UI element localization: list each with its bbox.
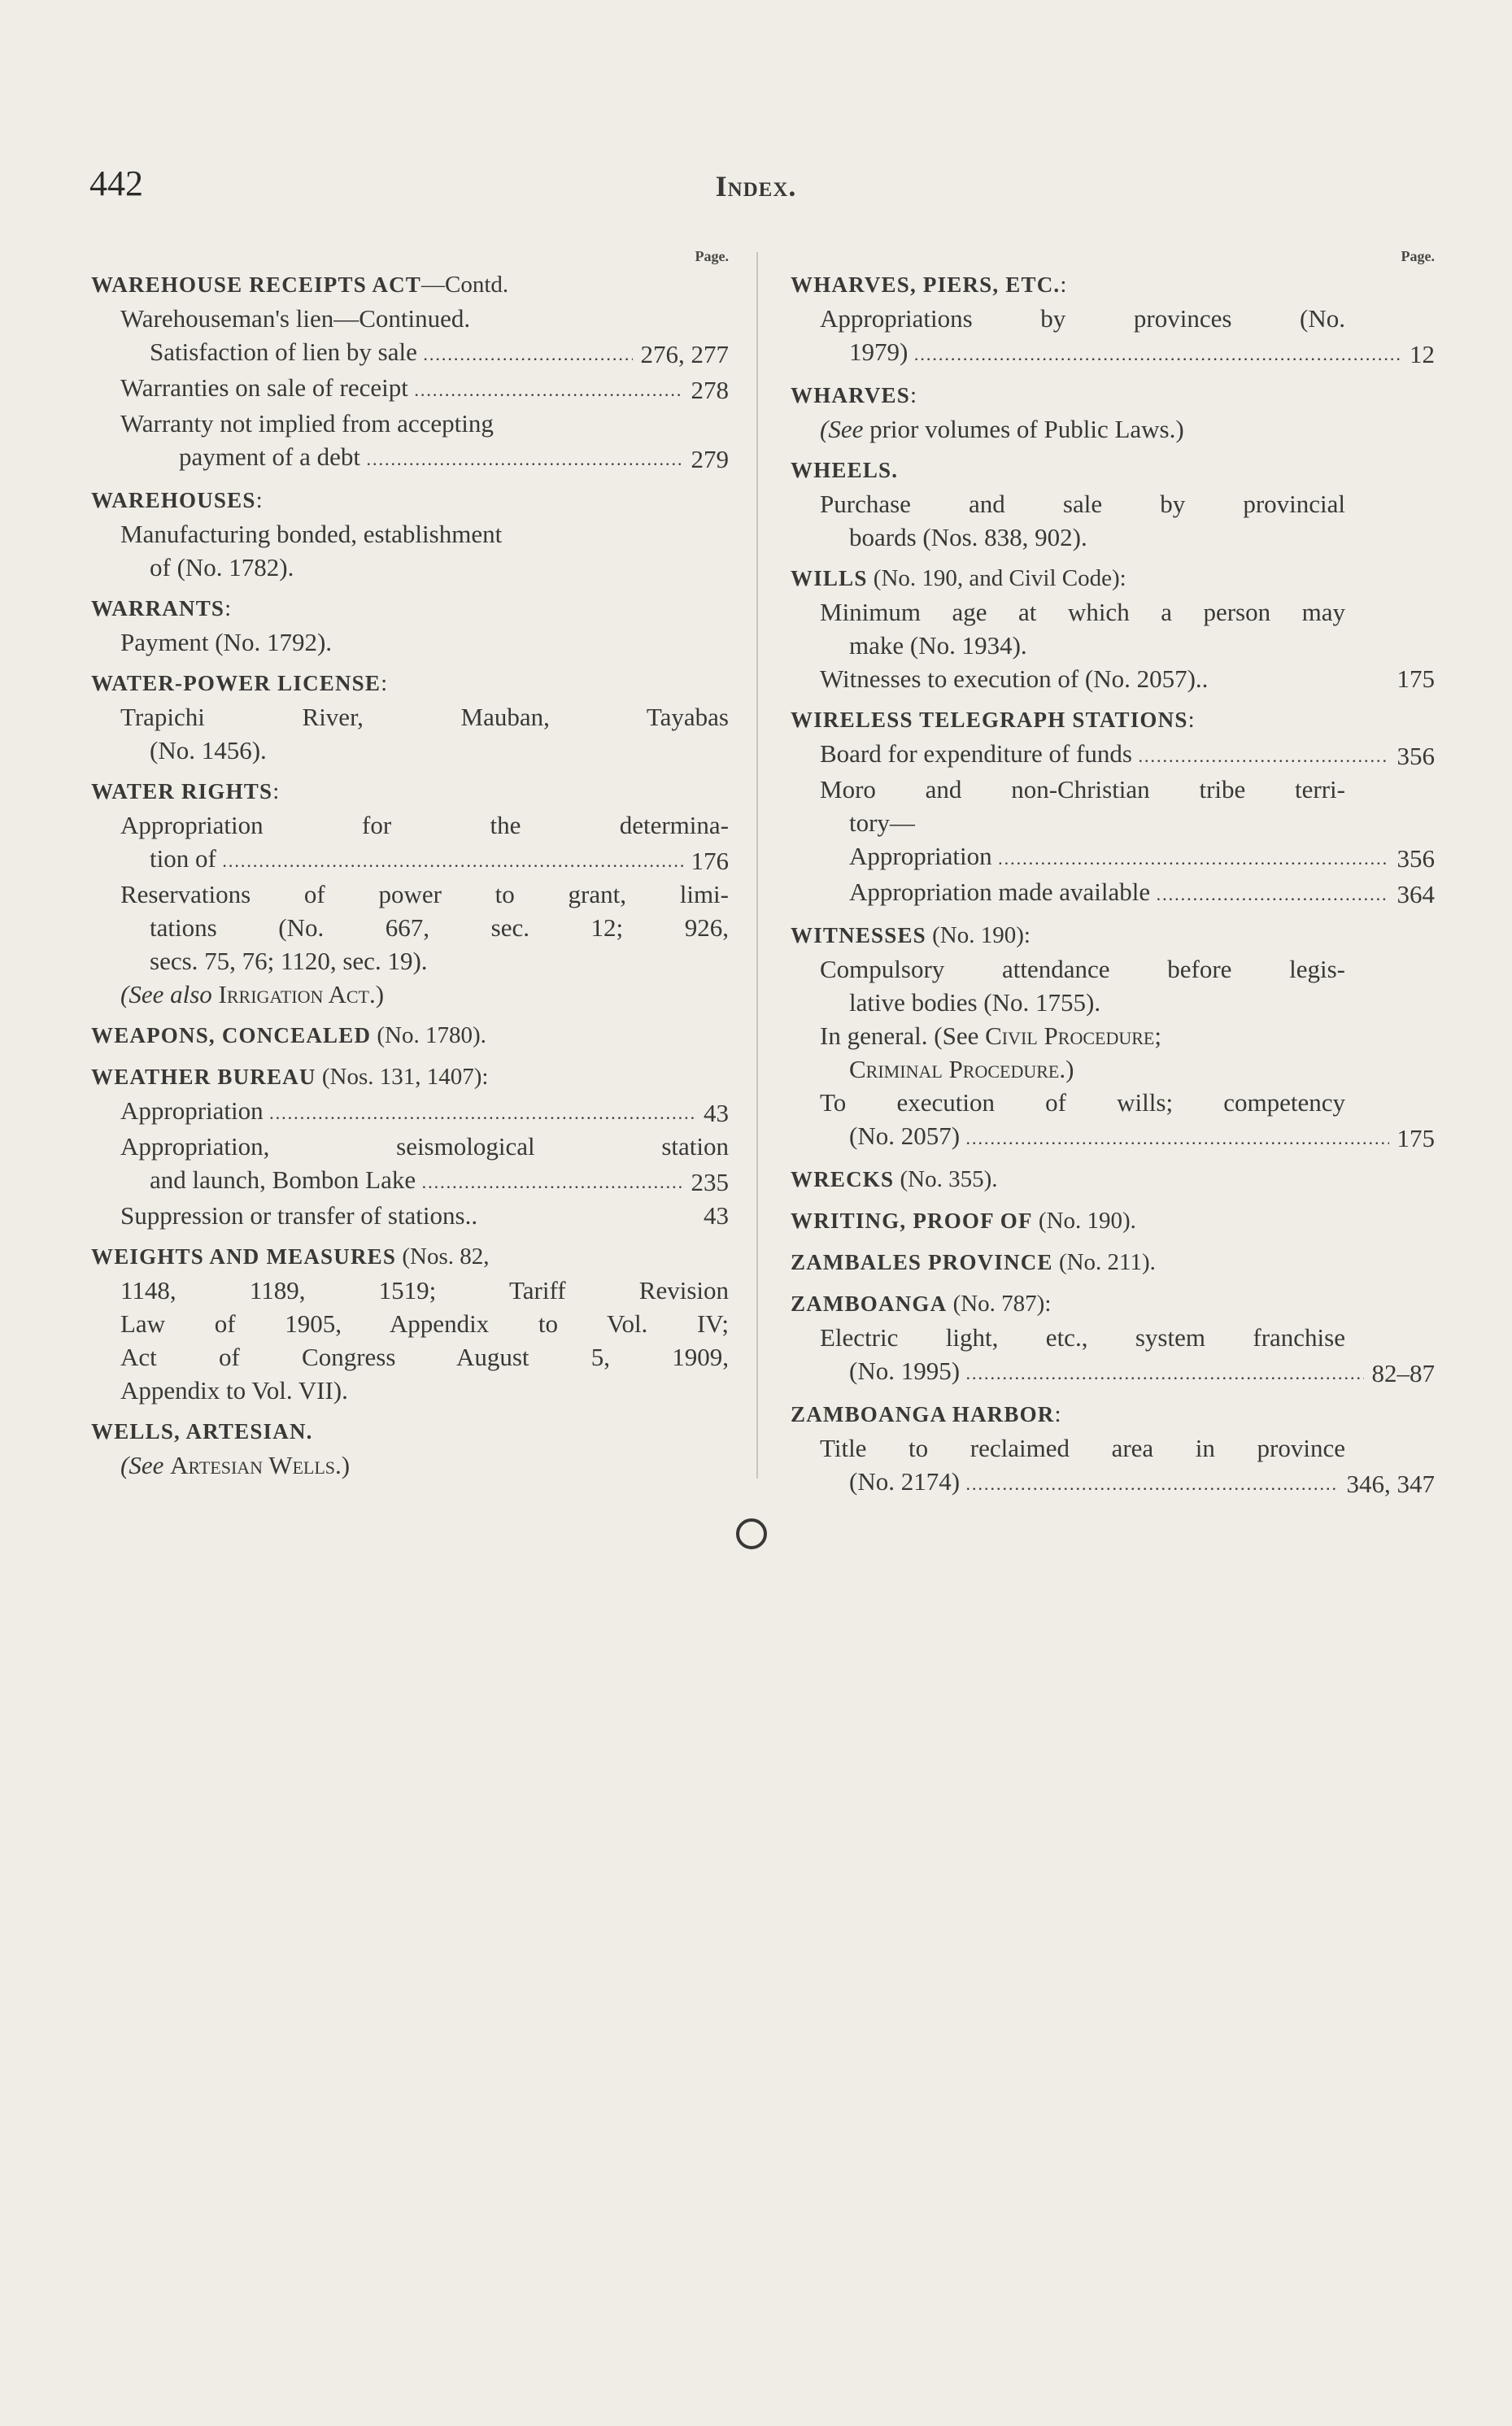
page-column-label: Page.: [1401, 248, 1435, 264]
index-entry: WAREHOUSE RECEIPTS ACT—Contd. Warehouseman's lien—Continued. Satisfaction of lien by sale ..... 276, 277 Warranties on sale of receipt ..... 278 Warranty not implied from accepting payment of a debt ..... 279: [91, 268, 729, 476]
see-also: In general. (See Civil Procedure;: [820, 1021, 1161, 1050]
page-ref: 175: [1397, 664, 1435, 693]
index-entry: WATER RIGHTS: Appropriation for the determina- tion of ..... 176 Reservations of power to grant, limi- tations (No. 667, sec. 12; 926, secs. 75, 76; 1120, sec. 19). (See also Irrigation Act.): [91, 775, 729, 1011]
subentry: Warranty not implied from accepting: [120, 409, 494, 438]
subentry-row: (No. 2057) ..... 175: [791, 1119, 1435, 1155]
index-entry: WATER-POWER LICENSE: Trapichi River, Mauban, Tayabas (No. 1456).: [91, 667, 729, 767]
subentry: Manufacturing bonded, establishment: [120, 520, 503, 548]
entry-heading: WEIGHTS AND MEASURES: [91, 1244, 397, 1269]
subentry: tory—: [849, 808, 915, 837]
index-entry: WEATHER BUREAU (Nos. 131, 1407): Appropriation ..... 43 Appropriation, seismological station and launch, Bombon Lake ..... 235 Suppression or transfer of stations.. 43: [91, 1061, 729, 1232]
page-ref: 276, 277: [640, 340, 729, 368]
page-column-label: Page.: [695, 248, 729, 264]
index-entry: WIRELESS TELEGRAPH STATIONS: Board for expenditure of funds ..... 356 Moro and non-Christian tribe terri- tory— Appropriation ..... 356 Appropriation made available ..... 364: [791, 703, 1435, 911]
index-entry: WITNESSES (No. 190): Compulsory attendance before legis- lative bodies (No. 1755). In general. (See Civil Procedure; Criminal Procedure.) To execution of wills; competency (No. 2057) ..... 175: [791, 919, 1435, 1155]
page-ref: 235: [691, 1168, 729, 1196]
entry-heading: WATER RIGHTS: [91, 779, 273, 804]
page-ref: 82–87: [1371, 1359, 1435, 1387]
entry-heading: WELLS, ARTESIAN.: [91, 1419, 313, 1444]
index-entry: WHARVES, PIERS, ETC.: Appropriations by provinces (No. 1979) ..... 12: [791, 268, 1435, 371]
index-entry: ZAMBOANGA HARBOR: Title to reclaimed area in province (No. 2174) ..... 346, 347: [791, 1398, 1435, 1500]
page-ref: 175: [1397, 1124, 1435, 1152]
subentry-row: Electric light, etc., system franchise: [820, 1323, 1345, 1352]
page-ref: 176: [691, 847, 729, 875]
subentry-row: Appropriation for the determina-: [120, 811, 729, 839]
entry-heading: WHEELS.: [791, 458, 899, 482]
entry-heading: WEATHER BUREAU: [91, 1065, 316, 1089]
subentry-row: Compulsory attendance before legis-: [820, 955, 1345, 983]
subentry-row: Reservations of power to grant, limi-: [120, 880, 729, 908]
page-ref: 346, 347: [1346, 1470, 1435, 1498]
cross-reference: Artesian Wells.): [170, 1451, 351, 1479]
subentry-row: Minimum age at which a person may: [820, 598, 1345, 626]
page-ref: 43: [704, 1099, 729, 1127]
subentry-row: Appropriations by provinces (No.: [820, 304, 1345, 333]
index-entry: WAREHOUSES: Manufacturing bonded, establishment of (No. 1782).: [91, 484, 729, 584]
subentry: lative bodies (No. 1755).: [849, 988, 1101, 1017]
subentry-row: (No. 1995) ..... 82–87: [791, 1354, 1435, 1390]
index-entry: ZAMBALES PROVINCE (No. 211).: [791, 1249, 1156, 1275]
subentry-row: Witnesses to execution of (No. 2057).. 175: [791, 662, 1435, 695]
subentry-row: Appropriation made available ..... 364: [791, 875, 1435, 911]
subentry-row: Purchase and sale by provincial: [820, 490, 1345, 518]
entry-heading: WATER-POWER LICENSE: [91, 671, 381, 695]
index-entry: WEIGHTS AND MEASURES (Nos. 82, 1148, 1189, 1519; Tariff Revision Law of 1905, Appendix to Vol. IV; Act of Congress August 5, 1909, Appendix to Vol. VII).: [91, 1240, 729, 1407]
end-circle-mark: [736, 1518, 767, 1549]
see-also: (See prior volumes of Public Laws.): [820, 415, 1184, 443]
subentry-row: and launch, Bombon Lake ..... 235: [91, 1163, 729, 1199]
cross-reference: Civil Procedure;: [985, 1021, 1161, 1050]
subentry-row: 1148, 1189, 1519; Tariff Revision: [120, 1276, 729, 1304]
entry-heading: WAREHOUSE RECEIPTS ACT: [91, 272, 421, 297]
subentry-row: Appropriation ..... 356: [791, 839, 1435, 875]
subentry-row: Moro and non-Christian tribe terri-: [820, 775, 1345, 804]
page-ref: 356: [1397, 742, 1435, 770]
entry-heading: WARRANTS: [91, 596, 225, 621]
page-ref: 43: [704, 1201, 729, 1230]
see-also: (See also Irrigation Act.): [120, 980, 385, 1008]
entry-heading: WAREHOUSES: [91, 488, 256, 512]
page-ref: 278: [691, 376, 729, 404]
entry-heading: WHARVES, PIERS, ETC.: [791, 272, 1061, 297]
entry-heading: WIRELESS TELEGRAPH STATIONS: [791, 708, 1188, 732]
entry-heading: WEAPONS, CONCEALED: [91, 1023, 372, 1047]
entry-heading: WRECKS: [791, 1167, 895, 1191]
see-also: (See Artesian Wells.): [120, 1451, 351, 1479]
index-entry: WILLS (No. 190, and Civil Code): Minimum age at which a person may make (No. 1934). Witnesses to execution of (No. 2057).. 175: [791, 562, 1435, 695]
subentry-row: To execution of wills; competency: [820, 1088, 1345, 1117]
page-ref: 279: [691, 445, 729, 473]
subentry-row: Warranties on sale of receipt ..... 278: [91, 371, 729, 407]
page-ref: 356: [1397, 844, 1435, 873]
page-ref: 12: [1410, 340, 1435, 368]
cross-reference: Irrigation Act.): [218, 980, 385, 1008]
page-number: 442: [89, 163, 143, 203]
page-title: Index.: [715, 170, 797, 203]
subentry-row: (No. 2174) ..... 346, 347: [791, 1465, 1435, 1500]
index-entry: ZAMBOANGA (No. 787): Electric light, etc., system franchise (No. 1995) ..... 82–87: [791, 1287, 1435, 1390]
subentry: secs. 75, 76; 1120, sec. 19).: [150, 947, 428, 975]
subentry-row: payment of a debt ..... 279: [91, 440, 729, 476]
index-entry: WHARVES: (See prior volumes of Public Laws.): [791, 379, 1435, 446]
subentry-row: Appropriation ..... 43: [91, 1094, 729, 1130]
subentry-row: Trapichi River, Mauban, Tayabas: [120, 703, 729, 731]
entry-heading: WILLS: [791, 566, 868, 590]
subentry-row: Board for expenditure of funds ..... 356: [791, 737, 1435, 773]
subentry-row: Suppression or transfer of stations.. 43: [91, 1199, 729, 1232]
subentry: Appendix to Vol. VII).: [120, 1376, 348, 1405]
subentry: of (No. 1782).: [150, 553, 294, 581]
entry-heading: WITNESSES: [791, 923, 926, 947]
entry-heading: ZAMBOANGA: [791, 1291, 948, 1316]
index-entry: WEAPONS, CONCEALED (No. 1780).: [91, 1022, 486, 1048]
index-entry: WRITING, PROOF OF (No. 190).: [791, 1208, 1136, 1234]
subentry: (No. 1456).: [150, 736, 267, 764]
index-entry: WARRANTS: Payment (No. 1792).: [91, 592, 729, 659]
subentry-row: tations (No. 667, sec. 12; 926,: [150, 913, 729, 942]
subentry: Warehouseman's lien—Continued.: [120, 304, 471, 333]
subentry-row: Act of Congress August 5, 1909,: [120, 1343, 729, 1371]
subentry-row: Satisfaction of lien by sale ..... 276, 277: [91, 335, 729, 371]
left-column: [91, 244, 729, 1490]
column-divider: [756, 252, 758, 1479]
entry-heading: ZAMBALES PROVINCE: [791, 1250, 1053, 1274]
cross-reference: Criminal Procedure.): [849, 1055, 1074, 1083]
index-entry: WRECKS (No. 355).: [791, 1166, 998, 1192]
index-entry: [91, 1415, 729, 1482]
entry-heading: ZAMBOANGA HARBOR: [791, 1402, 1055, 1426]
entry-heading: WHARVES: [791, 383, 910, 407]
right-column: [791, 244, 1435, 1509]
subentry-row: Appropriation, seismological station: [120, 1132, 729, 1161]
subentry: Payment (No. 1792).: [120, 628, 333, 656]
entry-heading: WRITING, PROOF OF: [791, 1209, 1033, 1233]
subentry: boards (Nos. 838, 902).: [849, 523, 1087, 551]
subentry-row: Law of 1905, Appendix to Vol. IV;: [120, 1309, 729, 1338]
subentry-row: Title to reclaimed area in province: [820, 1434, 1345, 1462]
subentry: make (No. 1934).: [849, 631, 1027, 660]
subentry-row: 1979) ..... 12: [791, 335, 1435, 371]
page-ref: 364: [1397, 880, 1435, 908]
subentry-row: tion of ..... 176: [91, 842, 729, 878]
index-entry: [791, 454, 1435, 554]
